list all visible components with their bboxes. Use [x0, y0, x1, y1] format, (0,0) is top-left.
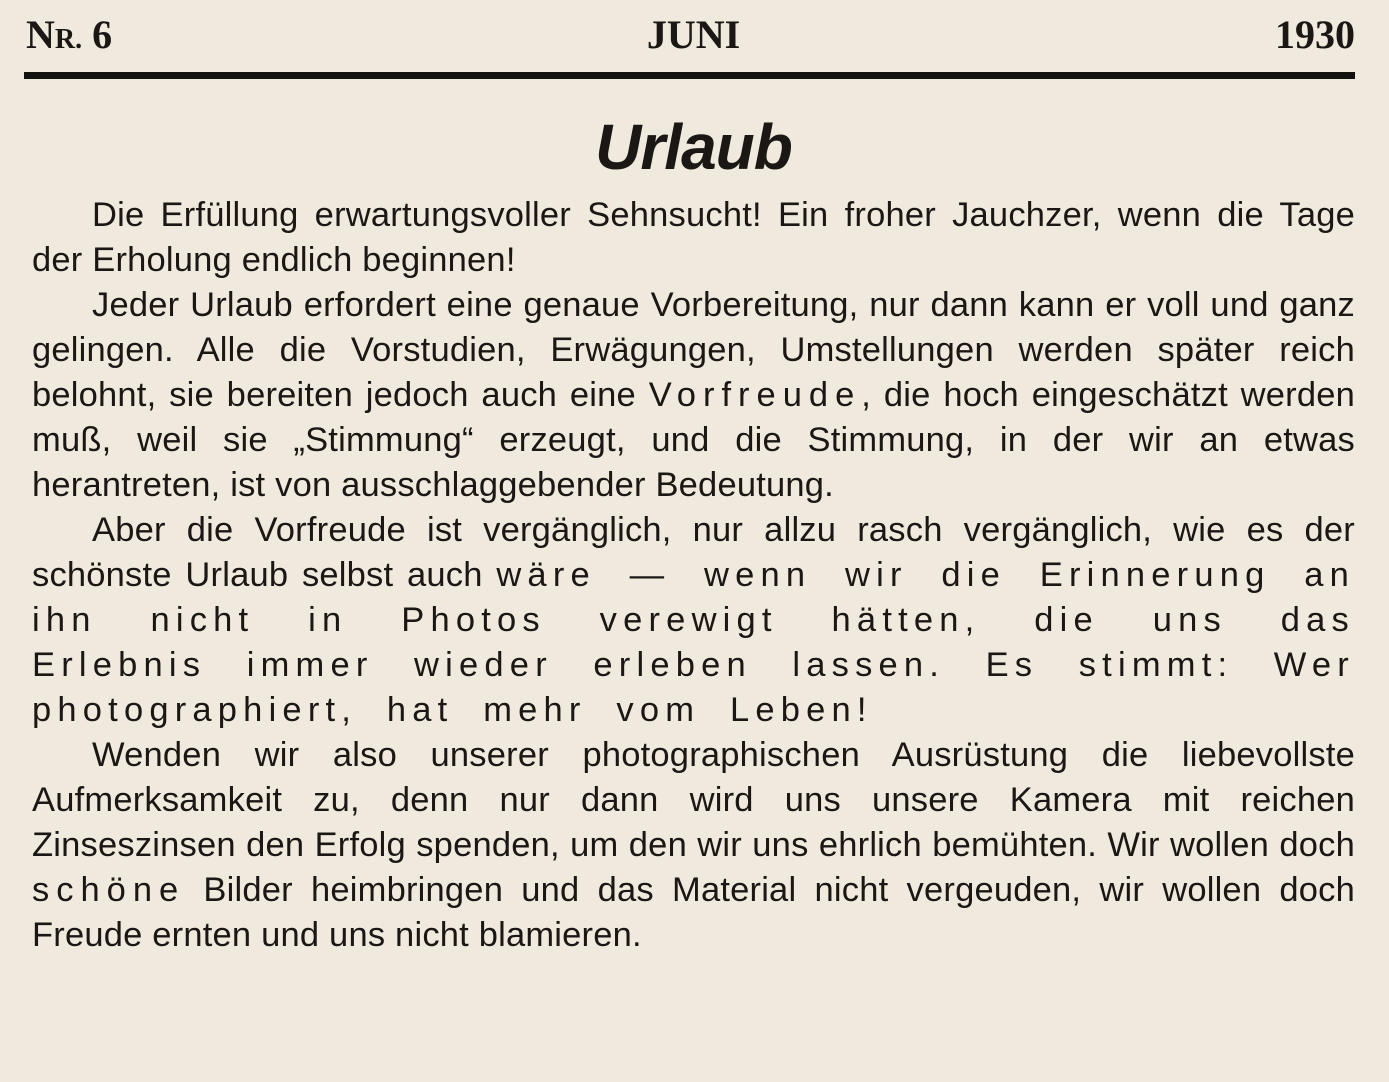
- paragraph-2-text-b: , die hoch eingeschätzt werden muß, weil sie „Stimmung“ erzeugt, und die Stimmung, in der wir an etwas herantreten, ist von ausschlaggebender Bedeutung.: [32, 376, 1356, 504]
- issue-year: 1930: [1275, 12, 1355, 57]
- header-rule: [24, 72, 1355, 79]
- article-body: [32, 193, 1355, 958]
- paragraph-4: [32, 733, 1355, 958]
- issue-prefix: N: [26, 12, 55, 57]
- paragraph-3-text-a: Aber die Vorfreude ist vergänglich, nur allzu rasch vergänglich, wie es der schönste Urlaub selbst auch: [32, 511, 1355, 594]
- issue-suffix: R.: [54, 24, 83, 55]
- issue-number-value: 6: [82, 12, 113, 57]
- article-title: Urlaub: [595, 111, 792, 183]
- paragraph-2-text-a: Jeder Urlaub erfordert eine genaue Vorbereitung, nur dann kann er voll und ganz gelingen. Alle die Vorstudien, Erwägungen, Umstellungen werden später reich belohnt, sie bereiten jedoch auch eine: [32, 286, 1355, 414]
- paragraph-3-emphasis: wäre — wenn wir die Erinnerung an ihn nicht in Photos verewigt hätten, die uns das Erlebnis immer wieder erleben lassen. Es stimmt: Wer photographiert, hat mehr vom Leben!: [32, 556, 1355, 729]
- paragraph-1: Die Erfüllung erwartungsvoller Sehnsucht! Ein froher Jauchzer, wenn die Tage der Erholung endlich beginnen!: [32, 196, 1355, 279]
- paragraph-4-text-a: Wenden wir also unserer photographischen Ausrüstung die liebevollste Aufmerksamkeit zu, denn nur dann wird uns unsere Kamera mit reichen Zinseszinsen den Erfolg spenden, um den wir uns ehrlich bemühten. Wir wollen doch: [32, 736, 1355, 864]
- paragraph-2-emphasis: Vorfreude: [648, 376, 862, 414]
- paragraph-3: [32, 508, 1355, 733]
- paragraph-2: [32, 283, 1355, 508]
- paragraph-4-text-b: Bilder heimbringen und das Material nicht vergeuden, wir wollen doch Freude ernten und uns nicht blamieren.: [32, 871, 1355, 954]
- page-header: [26, 0, 1355, 70]
- issue-month: JUNI: [646, 12, 741, 57]
- paragraph-4-emphasis: schöne: [32, 871, 186, 909]
